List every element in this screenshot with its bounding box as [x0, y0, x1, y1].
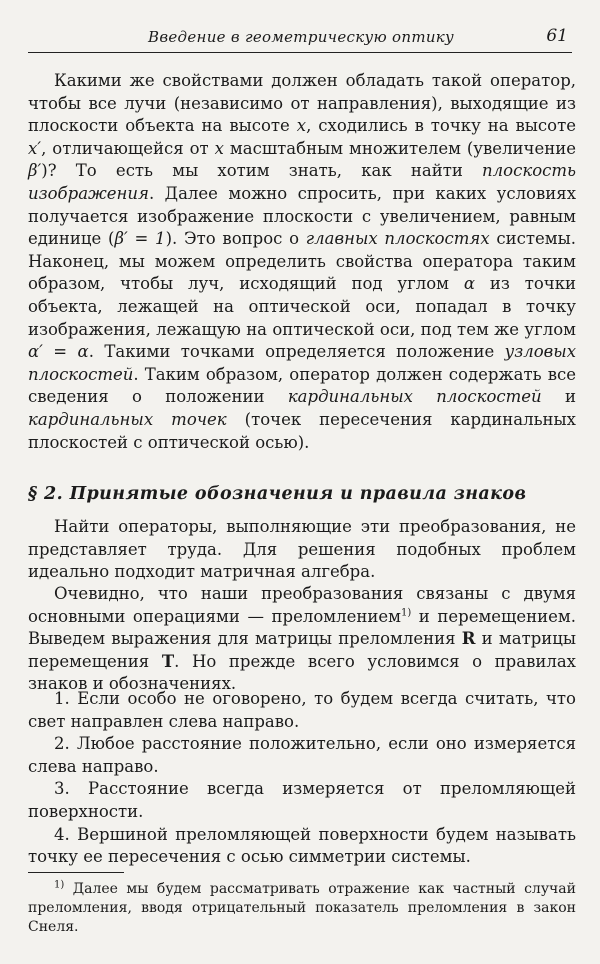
math-beta-prime: β′: [28, 161, 42, 181]
footnote-text: Далее мы будем рассматривать отражение как частный случай преломления, вводя отрицательный показатель преломления в закон Снеля.: [28, 881, 576, 935]
text: и перемещением. Выведем выражения для матрицы преломления: [28, 606, 576, 649]
text: . Но прежде всего условимся о правилах знаков и обозначениях.: [28, 651, 576, 694]
text: ). Это вопрос о: [165, 229, 306, 249]
term-cardinal-planes: кардинальных плоскостей: [287, 387, 542, 407]
text: масштабным множителем (увеличение: [223, 138, 576, 158]
footnote-reference: 1): [400, 607, 412, 619]
math-x-prime: x′: [28, 138, 42, 158]
math-x: x: [296, 116, 307, 136]
term-image-plane: плоскость изображения: [28, 161, 576, 203]
paragraph-operations: [28, 583, 576, 696]
text: и: [541, 387, 576, 407]
math-x: x: [214, 138, 224, 158]
math-alpha: α: [463, 274, 476, 294]
text: системы. Наконец, мы можем определить свойства оператора таким образом, чтобы луч, исходящий под углом: [28, 229, 576, 294]
sign-conventions-list: [28, 688, 576, 869]
list-item: 3. Расстояние всегда измеряется от преломляющей поверхности.: [28, 779, 576, 821]
text: . Далее можно спросить, при каких условиях получается изображение плоскости с увеличением, равным единице (: [28, 183, 576, 249]
text: . Такими точками определяется положение: [88, 342, 505, 362]
text: )? То есть мы хотим знать, как найти: [41, 161, 483, 181]
footnote-mark: 1): [54, 879, 65, 891]
text: . Таким образом, оператор должен содержать все сведения о положении: [28, 364, 576, 407]
term-cardinal-points: кардинальных точек: [28, 409, 227, 429]
running-header: [28, 22, 572, 53]
list-item: 2. Любое расстояние положительно, если оно измеряется слева направо.: [28, 734, 576, 776]
term-nodal-planes: узловых плоскостей: [28, 342, 576, 384]
list-item: 1. Если особо не оговорено, то будем всегда считать, что свет направлен слева направо.: [28, 689, 576, 731]
paragraph-matrix-algebra: Найти операторы, выполняющие эти преобразования, не представляет труда. Для решения подобных проблем идеально подходит матричная алгебра.: [28, 517, 576, 582]
text: (точек пересечения кардинальных плоскостей с оптической осью).: [28, 409, 576, 452]
footnote: [28, 880, 576, 937]
section-heading: § 2. Принятые обозначения и правила знаков: [28, 484, 527, 504]
footnote-divider: [28, 872, 124, 873]
running-title: Введение в геометрическую оптику: [148, 28, 455, 46]
term-principal-planes: главных плоскостях: [305, 229, 490, 249]
page-number: 61: [546, 26, 568, 46]
text: Очевидно, что наши преобразования связаны с двумя основными операциями — преломлением: [28, 584, 576, 626]
math-alpha-equality: α′ = α: [28, 342, 89, 362]
math-beta-equals-one: β′ = 1: [114, 229, 166, 249]
matrix-T-symbol: T: [161, 651, 175, 671]
text: , сходились в точку на высоте: [306, 116, 576, 136]
text: , отличающейся от: [41, 138, 215, 158]
text: из точки объекта, лежащей на оптической оси, попадал в точку изображения, лежащую на оптической оси, под тем же углом: [28, 274, 576, 339]
text: Какими же свойствами должен обладать такой оператор, чтобы все лучи (независимо от направления), выходящие из плоскости объекта на высоте: [28, 71, 576, 136]
list-item: 4. Вершиной преломляющей поверхности будем называть точку ее пересечения с осью симметрии системы.: [28, 824, 576, 867]
text: и матрицы перемещения: [28, 629, 576, 671]
matrix-R-symbol: R: [461, 629, 476, 649]
paragraph-operator-properties: [28, 70, 576, 454]
